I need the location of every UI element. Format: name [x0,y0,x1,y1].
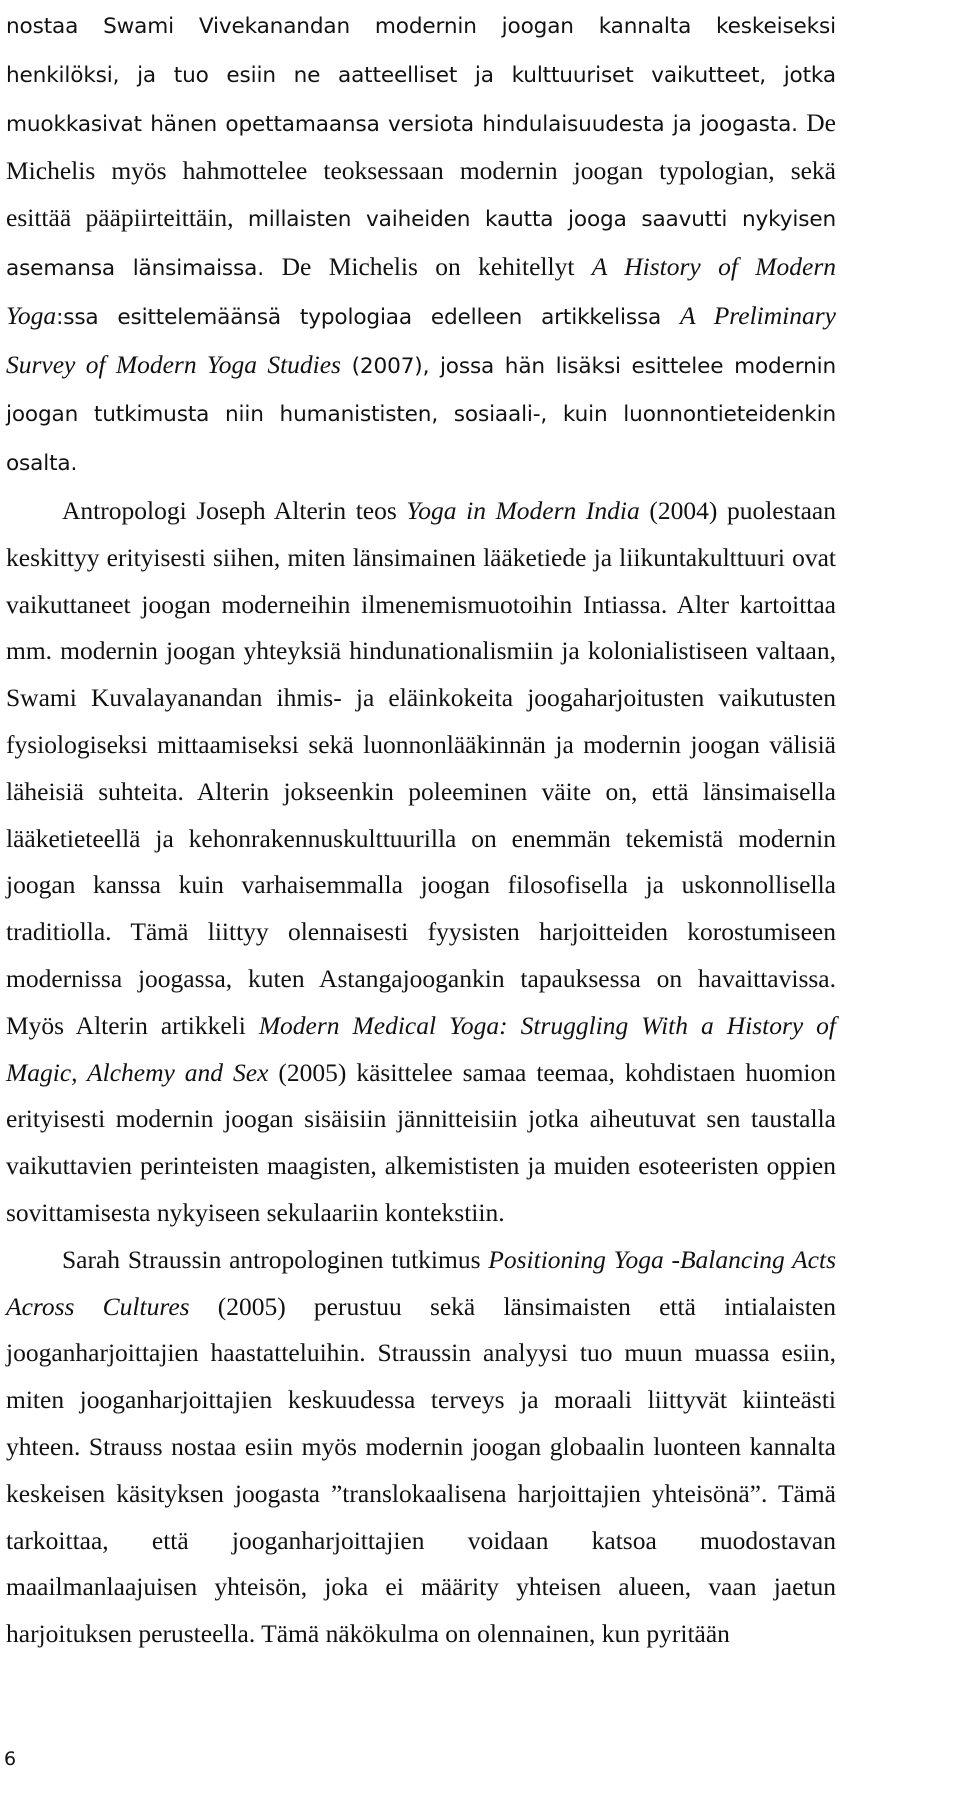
book-title: Positioning Yoga -Balancing Acts Across Cultures [6,1244,836,1321]
paragraph-2 [6,488,836,1237]
text-segment: nostaa Swami Vivekanandan modernin joogan kannalta keskeiseksi henkilöksi, ja tuo esiin ne aatteelliset ja kulttuuriset vaikutteet, jotka muokkasivat hänen opettamaansa versiota hindulaisuudesta ja joogasta. [6,14,836,137]
text-segment: (2005) perustuu sekä länsimaisten että intialaisten jooganharjoittajien haastatteluihin. Straussin analyysi tuo muun muassa esiin, miten jooganharjoittajien keskuudessa terveys ja moraali liittyvät kiinteästi yhteen. Strauss nostaa esiin myös modernin joogan globaalin luonteen kannalta keskeisen käsityksen joogasta ”translokaalisena harjoittajien yhteisönä”. Tämä tarkoittaa, että jooganharjoittajien voidaan katsoa muodostavan maailmanlaajuisen yhteisön, joka ei määrity yhteisen alueen, vaan jaetun harjoituksen perusteella. Tämä näkökulma on olennainen, kun pyritään [6,1291,836,1649]
text-segment: De Michelis myös hahmottelee teoksessaan modernin joogan typologian, sekä esittää pääpiirteittäin, [6,107,836,233]
paragraph-1 [6,2,836,488]
article-title: Modern Medical Yoga: Struggling With a History of Magic, Alchemy and Sex [6,1010,836,1087]
page-number: 6 [4,1748,17,1770]
paragraph-3 [6,1237,836,1658]
text-segment: (2005) käsittelee samaa teemaa, kohdistaen huomion erityisesti modernin joogan sisäisiin jännitteisiin jotka aiheutuvat sen taustalla vaikuttavien perinteisten maagisten, alkemististen ja muiden esoteeristen oppien sovittamisesta nykyiseen sekulaariin kontekstiin. [6,1057,836,1227]
book-title: Yoga in Modern India [406,495,640,525]
text-segment: De Michelis on kehitellyt [281,251,592,281]
text-segment: (2007), jossa hän lisäksi esittelee modernin joogan tutkimusta niin humanististen, sosiaali-, kuin luonnontieteidenkin osalta. [6,353,836,477]
book-title: A History of Modern Yoga [6,251,837,330]
body-text [6,2,836,1658]
text-segment: Antropologi Joseph Alterin teos [62,495,407,525]
article-title: A Preliminary Survey of Modern Yoga Studies [6,300,836,379]
text-segment: (2004) puolestaan keskittyy erityisesti siihen, miten länsimainen lääketiede ja liikuntakulttuuri ovat vaikuttaneet joogan moderneihin ilmenemismuotoihin Intiassa. Alter kartoittaa mm. modernin joogan yhteyksiä hindunationalismiin ja kolonialistiseen valtaan, Swami Kuvalayanandan ihmis- ja eläinkokeita joogaharjoitusten vaikutusten fysiologiseksi mittaamiseksi sekä luonnonlääkinnän ja modernin joogan välisiä läheisiä suhteita. Alterin jokseenkin poleeminen väite on, että länsimaisella lääketieteellä ja kehonrakennuskulttuurilla on enemmän tekemistä modernin joogan kanssa kuin varhaisemmalla joogan filosofisella ja uskonnollisella traditiolla. Tämä liittyy olennaisesti fyysisten harjoitteiden korostumiseen modernissa joogassa, kuten Astangajoogankin tapauksessa on havaittavissa. Myös Alterin artikkeli [6,495,836,1040]
text-segment: millaisten vaiheiden kautta jooga saavutti nykyisen asemansa länsimaissa. [6,207,836,281]
text-segment: :ssa esittelemäänsä typologiaa edelleen artikkelissa [56,304,681,330]
text-segment: Sarah Straussin antropologinen tutkimus [62,1244,489,1274]
